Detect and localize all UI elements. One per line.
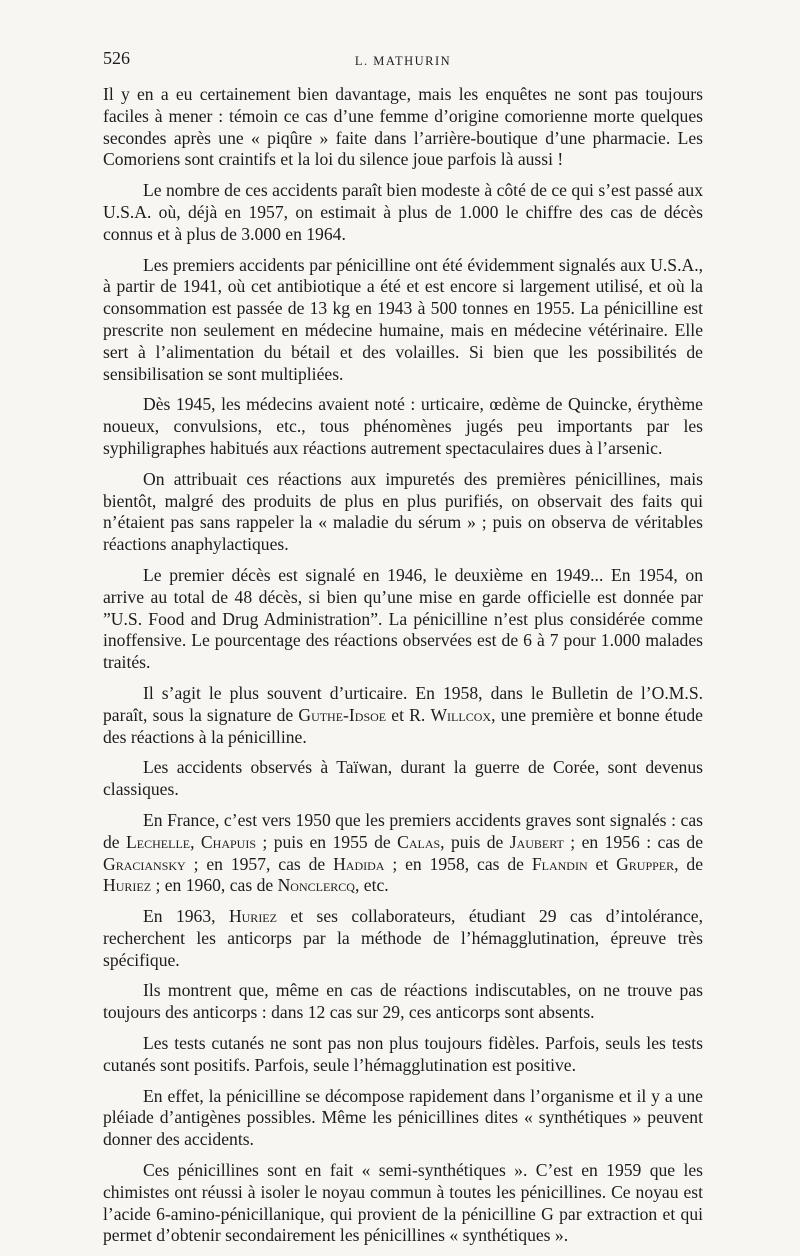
paragraph-8: Les accidents observés à Taïwan, durant la guerre de Corée, sont devenus classiques.: [103, 757, 703, 800]
paragraph-7: Il s’agit le plus souvent d’urticaire. En 1958, dans le Bulletin de l’O.M.S. paraît, sous la signature de Guthe-Idsoe et R. Willcox, une première et bonne étude des réactions à la pénicilline.: [103, 682, 703, 747]
running-head: L. MATHURIN: [354, 54, 452, 68]
document-page: [103, 48, 703, 1256]
paragraph-6: Le premier décès est signalé en 1946, le deuxième en 1949... En 1954, on arrive au total de 48 décès, si bien qu’une mise en garde officielle est donnée par ”U.S. Food and Drug Administration”. La pénicilline n’est plus considérée comme inoffensive. Le pourcentage des réactions observées est de 6 à 7 pour 1.000 malades traités.: [103, 564, 703, 673]
page-number: 526: [103, 48, 130, 68]
paragraph-12: Les tests cutanés ne sont pas non plus toujours fidèles. Parfois, seuls les tests cutanés sont positifs. Parfois, seule l’hémagglutination est positive.: [103, 1033, 703, 1075]
paragraph-14: Ces pénicillines sont en fait « semi-synthétiques ». C’est en 1959 que les chimistes ont réussi à isoler le noyau commun à toutes les pénicillines. Ce noyau est l’acide 6-amino-pénicillanique, qui provient de la pénicilline G par extraction et qui permet d’obtenir secondairement les pénicillines « synthétiques ».: [103, 1160, 703, 1246]
paragraph-2: Le nombre de ces accidents paraît bien modeste à côté de ce qui s’est passé aux U.S.A. où, déjà en 1957, on estimait à plus de 1.000 le chiffre des cas de décès connus et à plus de 3.000 en 1964.: [103, 180, 703, 244]
paragraph-1: Il y en a eu certainement bien davantage, mais les enquêtes ne sont pas toujours faciles à mener : témoin ce cas d’une femme d’origine comorienne morte quelques secondes après une « piqûre » faite dans l’arrière-boutique d’une pharmacie. Les Comoriens sont craintifs et la loi du silence joue parfois là aussi !: [103, 84, 703, 170]
page-header: [103, 48, 703, 84]
paragraph-4: Dès 1945, les médecins avaient noté : urticaire, œdème de Quincke, érythème noueux, convulsions, etc., tous phénomènes jugés peu importants par les syphiligraphes habitués aux réactions autrement spectaculaires dues à l’arsenic.: [103, 394, 703, 458]
paragraph-11: Ils montrent que, même en cas de réactions indiscutables, on ne trouve pas toujours des anticorps : dans 12 cas sur 29, ces anticorps sont absents.: [103, 980, 703, 1023]
paragraph-13: En effet, la pénicilline se décompose rapidement dans l’organisme et il y a une pléiade d’antigènes possibles. Même les pénicillines dites « synthétiques » peuvent donner des accidents.: [103, 1085, 703, 1150]
paragraph-9: En France, c’est vers 1950 que les premiers accidents graves sont signalés : cas de Lechelle, Chapuis ; puis en 1955 de Calas, puis de Jaubert ; en 1956 : cas de Graciansky ; en 1957, cas de Hadida ; en 1958, cas de Flandin et Grupper, de Huriez ; en 1960, cas de Nonclercq, etc.: [103, 809, 704, 896]
paragraph-3: Les premiers accidents par pénicilline ont été évidemment signalés aux U.S.A., à partir de 1941, où cet antibiotique a été et est encore si largement utilisé, et où la consommation est passée de 13 kg en 1943 à 500 tonnes en 1955. La pénicilline est prescrite non seulement en médecine humaine, mais en médecine vétérinaire. Elle sert à l’alimentation du bétail et des volailles. Si bien que les possibilités de sensibilisation se sont multipliées.: [103, 254, 703, 384]
paragraph-10: En 1963, Huriez et ses collaborateurs, étudiant 29 cas d’intolérance, recherchent les anticorps par la méthode de l’hémagglutination, épreuve très spécifique.: [103, 906, 703, 970]
body-text: [103, 84, 703, 1247]
paragraph-5: On attribuait ces réactions aux impuretés des premières pénicillines, mais bientôt, malgré des produits de plus en plus purifiés, on observait des faits qui n’étaient pas sans rappeler la « maladie du sérum » ; puis on observa de véritables réactions anaphylactiques.: [103, 468, 703, 555]
